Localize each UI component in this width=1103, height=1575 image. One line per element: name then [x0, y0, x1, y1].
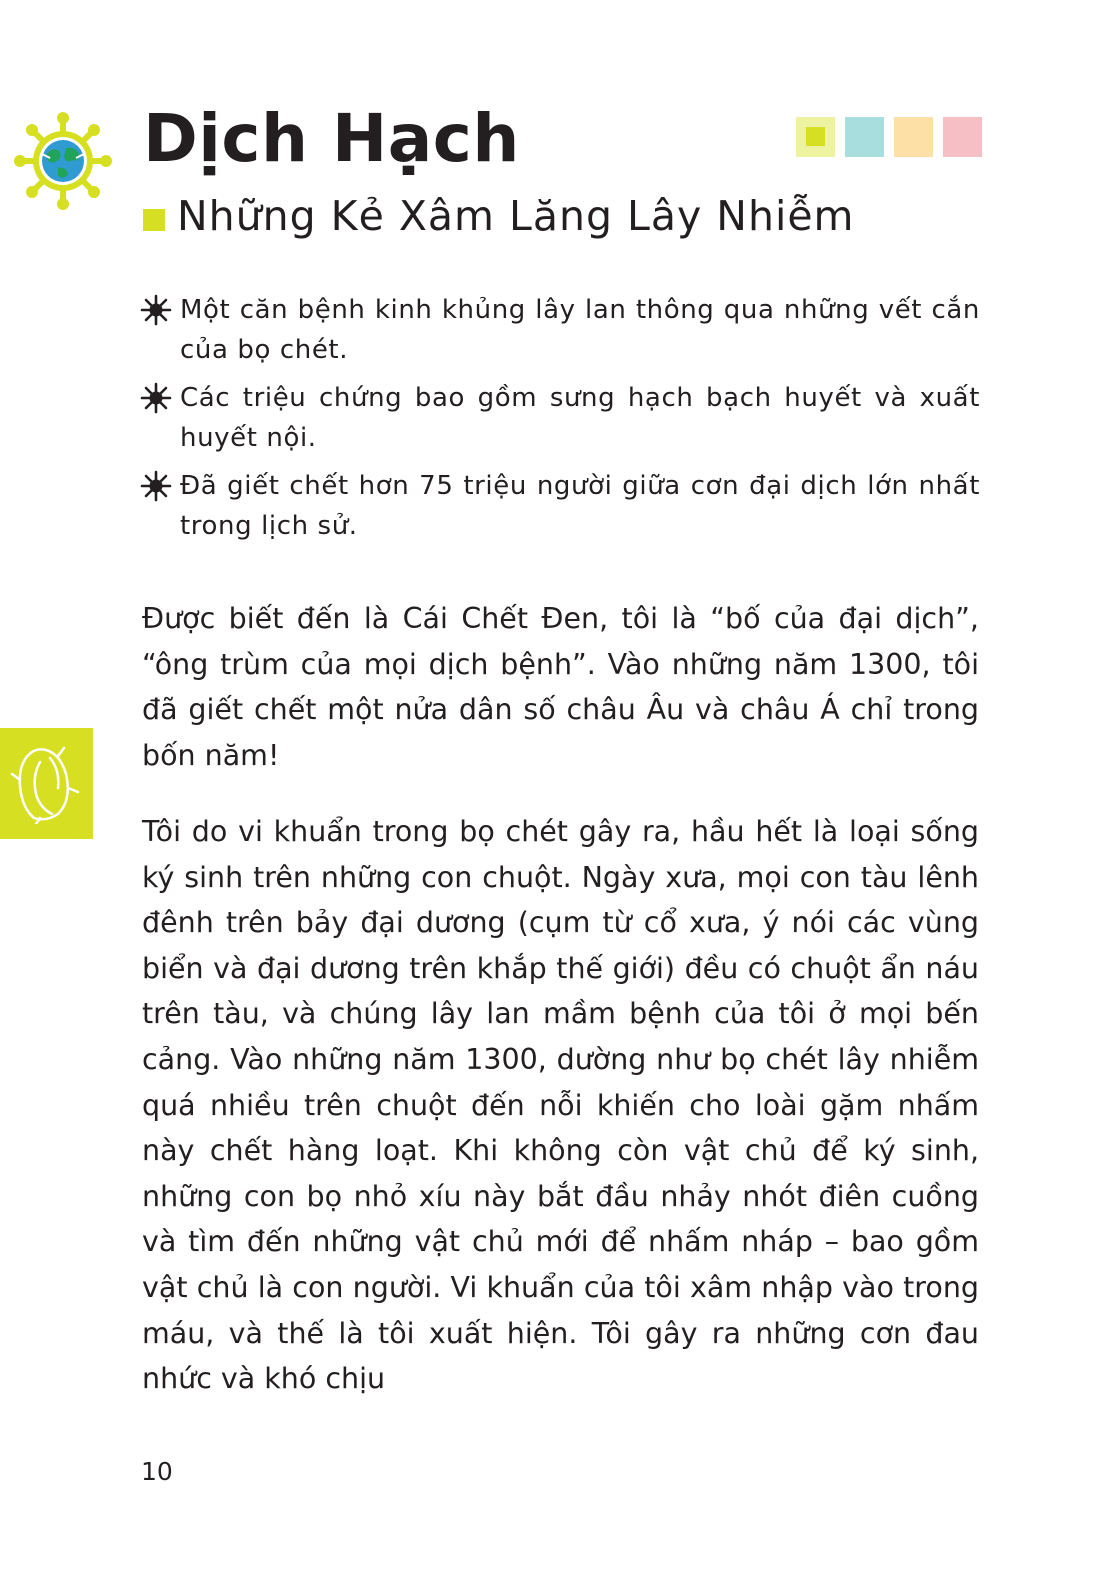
side-tab [0, 728, 93, 839]
body-paragraph-1: Được biết đến là Cái Chết Đen, tôi là “bố của đại dịch”, “ông trùm của mọi dịch bệnh”. Vào những năm 1300, tôi đã giết chết một nửa dân số châu Âu và châu Á chỉ trong bốn năm! [142, 602, 979, 772]
swatch-green [796, 117, 835, 157]
bullet-text: Đã giết chết hơn 75 triệu người giữa cơn đại dịch lớn nhất trong lịch sử. [180, 471, 980, 541]
subtitle-marker [143, 209, 165, 231]
subtitle-text: Những Kẻ Xâm Lăng Lây Nhiễm [177, 192, 855, 240]
list-item [140, 466, 980, 546]
page-number: 10 [141, 1457, 173, 1486]
virus-globe-icon [14, 112, 112, 210]
bullet-text: Các triệu chứng bao gồm sưng hạch bạch huyết và xuất huyết nội. [180, 383, 980, 453]
asterisk-germ-icon [140, 470, 172, 502]
color-swatches [796, 117, 982, 157]
bacteria-sketch-icon [10, 744, 82, 824]
body-paragraph-2: Tôi do vi khuẩn trong bọ chét gây ra, hầu hết là loại sống ký sinh trên những con chuột. Ngày xưa, mọi con tàu lênh đênh trên bảy đại dương (cụm từ cổ xưa, ý nói các vùng biển và đại dương trên khắp thế giới) đều có chuột ẩn náu trên tàu, và chúng lây lan mầm bệnh của tôi ở mọi bến cảng. Vào những năm 1300, dường như bọ chét lây nhiễm quá nhiều trên chuột đến nỗi khiến cho loài gặm nhấm này chết hàng loạt. Khi không còn vật chủ để ký sinh, những con bọ nhỏ xíu này bắt đầu nhảy nhót điên cuồng và tìm đến những vật chủ mới để nhấm nháp – bao gồm vật chủ là con người. Vi khuẩn của tôi xâm nhập vào trong máu, và thế là tôi xuất hiện. Tôi gây ra những cơn đau nhức và khó chịu [142, 815, 979, 1396]
list-item [140, 290, 980, 370]
asterisk-germ-icon [140, 382, 172, 414]
swatch-pink [943, 117, 982, 157]
swatch-peach [894, 117, 933, 157]
swatch-teal [845, 117, 884, 157]
page-title: Dịch Hạch [143, 100, 520, 177]
list-item [140, 378, 980, 458]
fact-list [140, 290, 980, 554]
asterisk-germ-icon [140, 294, 172, 326]
subtitle [143, 192, 855, 240]
bullet-text: Một căn bệnh kinh khủng lây lan thông qua những vết cắn của bọ chét. [180, 295, 980, 365]
